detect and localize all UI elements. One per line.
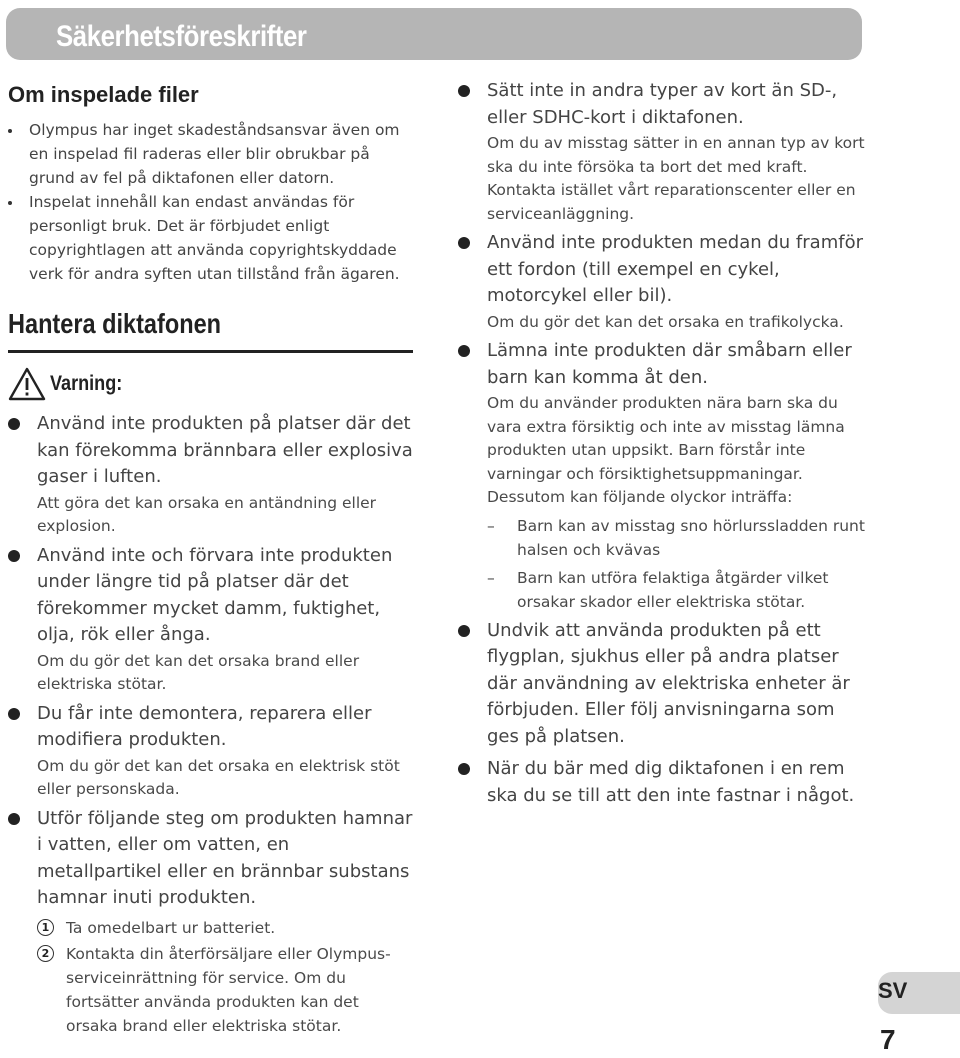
language-tab (878, 972, 960, 1014)
page-number: 7 (880, 1024, 896, 1055)
warning-label: Varning: (50, 372, 123, 395)
step-number-icon: 2 (37, 945, 54, 962)
bullet-icon (458, 85, 470, 97)
step-item: 1 Ta omedelbart ur batteriet. (37, 916, 413, 940)
heading-rule (8, 350, 413, 353)
warning-item: Använd inte produkten på platser där det kan förekomma brännbara eller explosiva gaser i luften. Att göra det kan orsaka en antändning eller explosion. (8, 411, 413, 539)
bullet-icon (8, 418, 20, 430)
dash-list (487, 514, 868, 614)
warning-item: Utför följande steg om produkten hamnar i vatten, eller om vatten, en metallpartikel eller en brännbar substans hamnar inuti produkten. 1 Ta omedelbart ur batteriet. 2 Kontakta din återförsäljare eller Olympus-serviceinrättning för service. Om du fortsätter använda produkten kan det orsaka brand eller elektriska stötar. (8, 806, 413, 1038)
warning-triangle-icon (8, 367, 46, 401)
step-item: 2 Kontakta din återförsäljare eller Olympus-serviceinrättning för service. Om du fortsätter använda produkten kan det orsaka brand eller elektriska stötar. (37, 942, 413, 1038)
bullet-icon (8, 708, 20, 720)
bullet-icon (458, 345, 470, 357)
language-label: SV (878, 978, 908, 1003)
bullet-icon (458, 763, 470, 775)
warning-item: Du får inte demontera, reparera eller modifiera produkten. Om du gör det kan det orsaka en elektrisk stöt eller personskada. (8, 701, 413, 802)
warning-item: Använd inte produkten medan du framför ett fordon (till exempel en cykel, motorcykel eller bil). Om du gör det kan det orsaka en trafikolycka. (458, 230, 868, 334)
section-banner (6, 8, 862, 60)
warning-item: Sätt inte in andra typer av kort än SD-, eller SDHC-kort i diktafonen. Om du av misstag sätter in en annan typ av kort ska du inte försöka ta bort det med kraft. Kontakta istället vårt reparationscenter eller en serviceanläggning. (458, 78, 868, 226)
dash-icon: – (487, 516, 495, 535)
bullet-dot-icon (8, 201, 12, 205)
handling-heading: Hantera diktafonen (8, 308, 222, 339)
bullet-icon (8, 550, 20, 562)
warning-item: Lämna inte produkten där småbarn eller barn kan komma åt den. Om du använder produkten nära barn ska du vara extra försiktig och inte av misstag lämna produkten utan uppsikt. Barn förstår inte varningar och försiktighetsuppmaningar. Dessutom kan följande olyckor inträffa: – Barn kan av misstag sno hörlurssladden runt halsen och kvävas – Barn kan utföra felaktiga åtgärder vilket orsakar skador eller elektriska stötar. (458, 338, 868, 614)
left-column (8, 78, 413, 1040)
step-number-icon: 1 (37, 919, 54, 936)
bullet-icon (458, 237, 470, 249)
warning-item: Använd inte och förvara inte produkten under längre tid på platser där det förekommer mycket damm, fuktighet, olja, rök eller ånga. Om du gör det kan det orsaka brand eller elektriska stötar. (8, 543, 413, 697)
list-item: Inspelat innehåll kan endast användas för personligt bruk. Det är förbjudet enligt copyrightlagen att använda copyrightskyddade verk för andra syften utan tillstånd från ägaren. (8, 190, 413, 286)
warning-item: När du bär med dig diktafonen i en rem ska du se till att den inte fastnar i något. (458, 756, 868, 809)
page-title: Säkerhetsföreskrifter (56, 20, 307, 53)
warning-item: Undvik att använda produkten på ett flygplan, sjukhus eller på andra platser där användning av elektriska enheter är förbjuden. Eller följ anvisningarna som ges på platsen. (458, 618, 868, 751)
warning-header (8, 367, 413, 401)
files-heading: Om inspelade filer (8, 82, 199, 107)
dash-icon: – (487, 568, 495, 587)
steps-list (37, 916, 413, 1038)
right-column (458, 78, 868, 809)
bullet-dot-icon (8, 129, 12, 133)
list-item: – Barn kan utföra felaktiga åtgärder vilket orsakar skador eller elektriska stötar. (487, 566, 868, 614)
bullet-icon (458, 625, 470, 637)
list-item: – Barn kan av misstag sno hörlurssladden runt halsen och kvävas (487, 514, 868, 562)
files-list (8, 118, 413, 286)
bullet-icon (8, 813, 20, 825)
list-item: Olympus har inget skadeståndsansvar även om en inspelad fil raderas eller blir obrukbar på grund av fel på diktafonen eller datorn. (8, 118, 413, 190)
